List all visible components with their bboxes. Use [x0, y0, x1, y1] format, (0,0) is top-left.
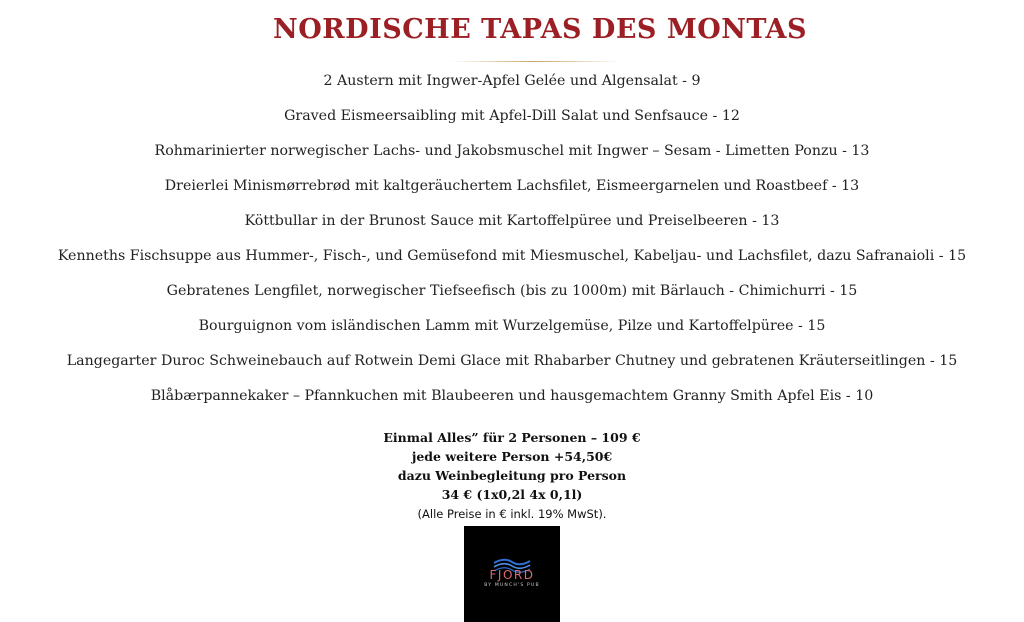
menu-item: Langegarter Duroc Schweinebauch auf Rotwein Demi Glace mit Rhabarber Chutney und gebratenen Kräuterseitlingen - 15 [66, 353, 958, 369]
fjord-logo [464, 526, 560, 622]
menu-item: Rohmarinierter norwegischer Lachs- und Jakobsmuschel mit Ingwer – Sesam - Limetten Ponzu - 13 [154, 143, 870, 159]
set-menu-offer [0, 428, 1024, 504]
offer-line: Einmal Alles” für 2 Personen – 109 € [383, 430, 641, 445]
menu-item: Köttbullar in der Brunost Sauce mit Kartoffelpüree und Preiselbeeren - 13 [244, 213, 780, 229]
title-divider [450, 61, 620, 62]
logo-wordmark: FJORD [489, 568, 535, 582]
menu-item: Graved Eismeersaibling mit Apfel-Dill Salat und Senfsauce - 12 [284, 108, 740, 124]
menu-item: Dreierlei Minismørrebrød mit kaltgeräuchertem Lachsfilet, Eismeergarnelen und Roastbeef - 13 [164, 178, 860, 194]
menu-item: Gebratenes Lengfilet, norwegischer Tiefseefisch (bis zu 1000m) mit Bärlauch - Chimichurri - 15 [166, 283, 858, 299]
menu-item: 2 Austern mit Ingwer-Apfel Gelée und Algensalat - 9 [323, 73, 701, 89]
menu-item: Bourguignon vom isländischen Lamm mit Wurzelgemüse, Pilze und Kartoffelpüree - 15 [198, 318, 826, 334]
offer-line: dazu Weinbegleitung pro Person [397, 468, 627, 483]
logo-subtitle: BY MUNCH'S PUB [484, 583, 540, 588]
offer-line: jede weitere Person +54,50€ [411, 449, 613, 464]
menu-title: NORDISCHE TAPAS DES MONTAS [273, 14, 807, 45]
price-note: (Alle Preise in € inkl. 19% MwSt). [417, 507, 607, 521]
menu-item: Kenneths Fischsuppe aus Hummer-, Fisch-, und Gemüsefond mit Miesmuschel, Kabeljau- und Lachsfilet, dazu Safranaioli - 15 [57, 248, 967, 264]
menu-item: Blåbærpannekaker – Pfannkuchen mit Blaubeeren und hausgemachtem Granny Smith Apfel Eis - 10 [150, 388, 874, 404]
offer-line: 34 € (1x0,2l 4x 0,1l) [441, 487, 583, 502]
